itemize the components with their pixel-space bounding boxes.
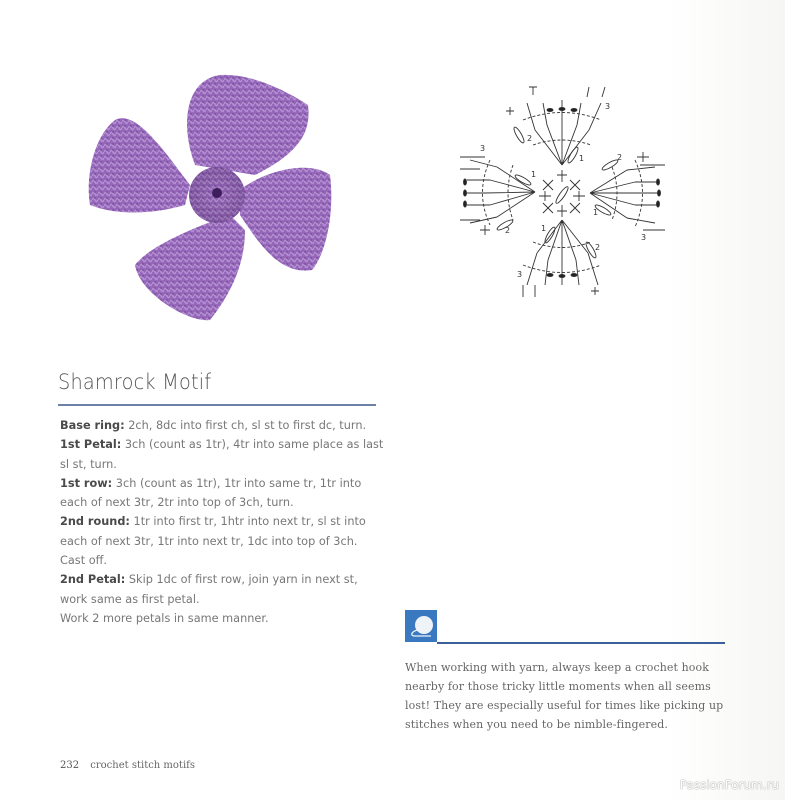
- row-label: 1: [541, 224, 547, 233]
- page-footer: [60, 760, 195, 771]
- crochet-chart: [455, 85, 670, 305]
- row-label: 2: [595, 243, 601, 252]
- row-label: 2: [617, 153, 623, 162]
- instruction-step: 1st row: 3ch (count as 1tr), 1tr into same tr, 1tr into each of next 3tr, 2tr into top of 3ch, turn.: [60, 476, 362, 510]
- page-number: 232: [60, 760, 80, 771]
- petal-left: [460, 157, 535, 235]
- row-label: 2: [527, 134, 533, 143]
- center-ring: [539, 170, 585, 217]
- tip-divider: [437, 642, 725, 644]
- row-label: 3: [517, 270, 523, 279]
- row-label: 2: [505, 226, 511, 235]
- row-label: 1: [593, 208, 599, 217]
- shamrock-photo: [80, 65, 350, 330]
- instruction-step: 1st Petal: 3ch (count as 1tr), 4tr into same place as last sl st, turn.: [60, 438, 384, 471]
- petal-bottom: [523, 220, 601, 297]
- petal-right: [590, 152, 665, 230]
- pattern-instructions: [60, 416, 385, 628]
- row-label: 3: [641, 233, 647, 242]
- instruction-step: Base ring: 2ch, 8dc into first ch, sl st to first dc, turn.: [60, 419, 367, 432]
- row-label: 1: [531, 170, 537, 179]
- motif-title: Shamrock Motif: [58, 370, 212, 394]
- yarn-ball-icon: [405, 610, 437, 642]
- instruction-step: 2nd round: 1tr into first tr, 1htr into next tr, sl st into each of next 3tr, 1tr into next tr, 1dc into top of 3ch. Cast off.: [60, 515, 366, 568]
- watermark: PassionForum.ru: [679, 778, 779, 792]
- tip-text: When working with yarn, always keep a crochet hook nearby for those tricky little moments when all seems lost! They are especially useful for times like picking up stitches when you need to be nimble-fingered.: [405, 661, 724, 731]
- petal-top: [506, 87, 605, 165]
- instruction-step: Work 2 more petals in same manner.: [60, 611, 269, 625]
- instruction-step: 2nd Petal: Skip 1dc of first row, join yarn in next st, work same as first petal.: [60, 573, 358, 606]
- row-label: 3: [480, 144, 486, 153]
- section-name: crochet stitch motifs: [90, 760, 195, 771]
- row-label: 1: [579, 154, 585, 163]
- row-label: 3: [605, 102, 611, 111]
- title-divider: [58, 404, 376, 406]
